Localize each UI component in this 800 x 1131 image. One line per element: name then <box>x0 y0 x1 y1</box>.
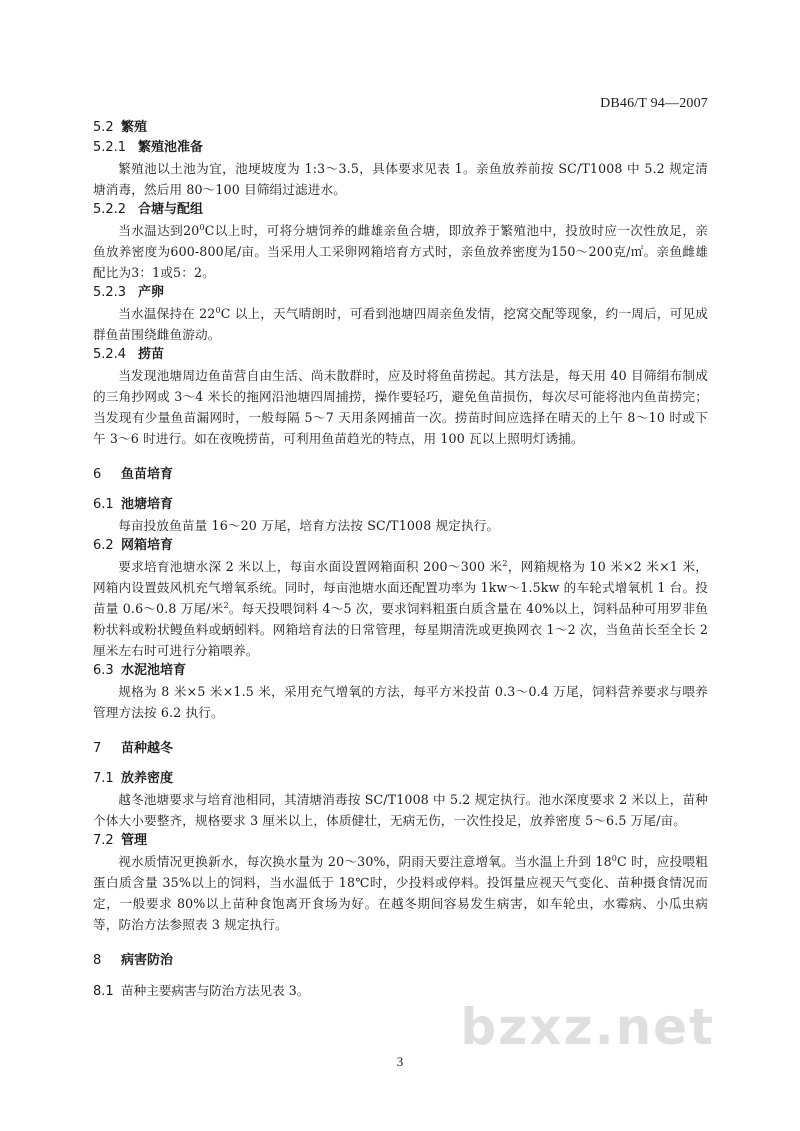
subsection-heading <box>93 345 708 365</box>
paragraph-text: 当水温达到20 <box>118 223 200 238</box>
section-title: 产卵 <box>138 285 165 300</box>
paragraph <box>93 220 708 283</box>
section-title: 繁殖 <box>121 120 148 135</box>
section-number: 5.2.1 <box>93 140 127 155</box>
paragraph: 规格为 8 米×5 米×1.5 米，采用充气增氧的方法，每平方米投苗 0.3～0.4 万尾，饲料营养要求与喂养管理方法按 6.2 执行。 <box>93 684 708 720</box>
section-number: 8.1 <box>93 984 114 999</box>
chapter-title: 病害防治 <box>121 953 174 968</box>
section-title: 管理 <box>121 833 148 848</box>
section-number: 5.2.3 <box>93 285 127 300</box>
section-number: 6.1 <box>93 497 114 512</box>
chapter-heading <box>93 951 708 971</box>
paragraph-text: C以上时，可将分塘饲养的雌雄亲鱼合塘，即放养于繁殖池中，投放时应一次性放足，亲鱼放养密度为600-800尾/亩。当采用人工采卵网箱培育方式时，亲鱼放养密度为150～200克/㎡。亲鱼雌雄配比为3：1或5：2。 <box>93 223 708 280</box>
chapter-title: 鱼苗培育 <box>121 467 174 482</box>
subsection-heading <box>93 200 708 220</box>
section-text: 苗种主要病害与防治方法见表 3。 <box>121 983 310 998</box>
degree-superscript: 0 <box>215 305 221 315</box>
area-superscript: 2 <box>502 558 508 568</box>
section-number: 5.2 <box>93 120 114 135</box>
paragraph-text: 。每天投喂饲料 4～5 次，要求饲料粗蛋白质含量在 40%以上，饲料品种可用罗非鱼粉状料或粉状鳗鱼料或蛃蚓料。网箱培育法的日常管理，每星期清洗或更换网衣 1～2 次，当鱼苗长至全长 2 厘米左右时可进行分箱喂养。 <box>93 601 708 658</box>
section-title: 水泥池培育 <box>121 663 187 678</box>
subsection-heading <box>93 138 708 158</box>
chapter-number: 6 <box>93 467 102 482</box>
paragraph-text: 当水温保持在 22 <box>118 306 216 321</box>
chapter-number: 8 <box>93 953 102 968</box>
paragraph-text: 要求培育池塘水深 2 米以上，每亩水面设置网箱面积 200～300 米 <box>118 559 503 574</box>
paragraph-text: C 时，应投喂粗蛋白质含量 35%以上的饲料，当水温低于 18℃时，少投料或停料。投饵量应视天气变化、苗种摄食情况而定，一般要求 80%以上苗种食饱离开食场为好。在越冬期间容易发生病害，如车轮虫，水霉病、小瓜虫病等，防治方法参照表 3 规定执行。 <box>93 854 708 932</box>
section-heading <box>93 831 708 851</box>
chapter-title: 苗种越冬 <box>121 741 174 756</box>
chapter-heading <box>93 739 708 759</box>
section-heading <box>93 769 708 789</box>
paragraph <box>93 303 708 345</box>
chapter-heading <box>93 465 708 485</box>
section-heading <box>93 495 708 515</box>
section-heading <box>93 536 708 556</box>
section-number: 5.2.2 <box>93 202 127 217</box>
section-number: 6.3 <box>93 663 114 678</box>
area-superscript: 2 <box>223 600 229 610</box>
paragraph: 每亩投放鱼苗量 16～20 万尾，培育方法按 SC/T1008 规定执行。 <box>118 518 500 533</box>
paragraph <box>93 851 708 935</box>
section-title: 放养密度 <box>121 771 174 786</box>
degree-superscript: 0 <box>611 853 617 863</box>
section-heading <box>93 118 708 138</box>
subsection-heading <box>93 283 708 303</box>
section-title: 池塘培育 <box>121 497 174 512</box>
section-number: 7.1 <box>93 771 114 786</box>
section-title: 合塘与配组 <box>138 202 204 217</box>
section-number: 5.2.4 <box>93 347 127 362</box>
degree-superscript: 0 <box>199 222 205 232</box>
standard-code: DB46/T 94—2007 <box>600 96 708 111</box>
section-number: 7.2 <box>93 833 114 848</box>
section-title: 繁殖池准备 <box>138 140 204 155</box>
section-number: 6.2 <box>93 538 114 553</box>
paragraph-text: ，网箱规格为 10 米×2 米×1 米，网箱内设置鼓风机充气增氧系统。同时，每亩池塘水面还配置功率为 1kw～1.5kw 的车轮式增氧机 1 台。投苗量 0.6～0.8 万尾/米 <box>93 559 708 616</box>
section-heading <box>93 661 708 681</box>
section-title: 捞苗 <box>138 347 165 362</box>
paragraph: 当发现池塘周边鱼苗营自由生活、尚未散群时，应及时将鱼苗捞起。其方法是，每天用 40 目筛绢布制成的三角抄网或 3～4 米长的拖网沿池塘四周捕捞，操作要轻巧，避免鱼苗损伤，每次尽可能将池内鱼苗捞完；当发现有少量鱼苗漏网时，一般每隔 5～7 天用条网捕苗一次。捞苗时间应选择在晴天的上午 8～10 时或下午 3～6 时进行。如在夜晚捞苗，可利用鱼苗趋光的特点，用 100 瓦以上照明灯诱捕。 <box>93 368 708 446</box>
chapter-number: 7 <box>93 741 102 756</box>
paragraph-text: 视水质情况更换新水，每次换水量为 20～30%，阴雨天要注意增氧。当水温上升到 18 <box>118 854 612 869</box>
paragraph-text: C 以上，天气晴朗时，可看到池塘四周亲鱼发情，挖窝交配等现象，约一周后，可见成群鱼苗围绕雌鱼游动。 <box>93 306 708 342</box>
paragraph: 繁殖池以土池为宜，池埂坡度为 1:3～3.5，具体要求见表 1。亲鱼放养前按 SC/T1008 中 5.2 规定清塘消毒，然后用 80～100 目筛绢过滤进水。 <box>93 161 708 197</box>
page-number: 3 <box>396 1054 404 1069</box>
watermark: bzxz.net <box>460 998 715 1056</box>
paragraph: 越冬池塘要求与培育池相同，其清塘消毒按 SC/T1008 中 5.2 规定执行。池水深度要求 2 米以上，苗种个体大小要整齐，规格要求 3 厘米以上，体质健壮，无病无伤，一次性投足，放养密度 5～6.5 万尾/亩。 <box>93 792 708 828</box>
paragraph <box>93 556 708 661</box>
page-content <box>93 118 708 1002</box>
section-title: 网箱培育 <box>121 538 174 553</box>
